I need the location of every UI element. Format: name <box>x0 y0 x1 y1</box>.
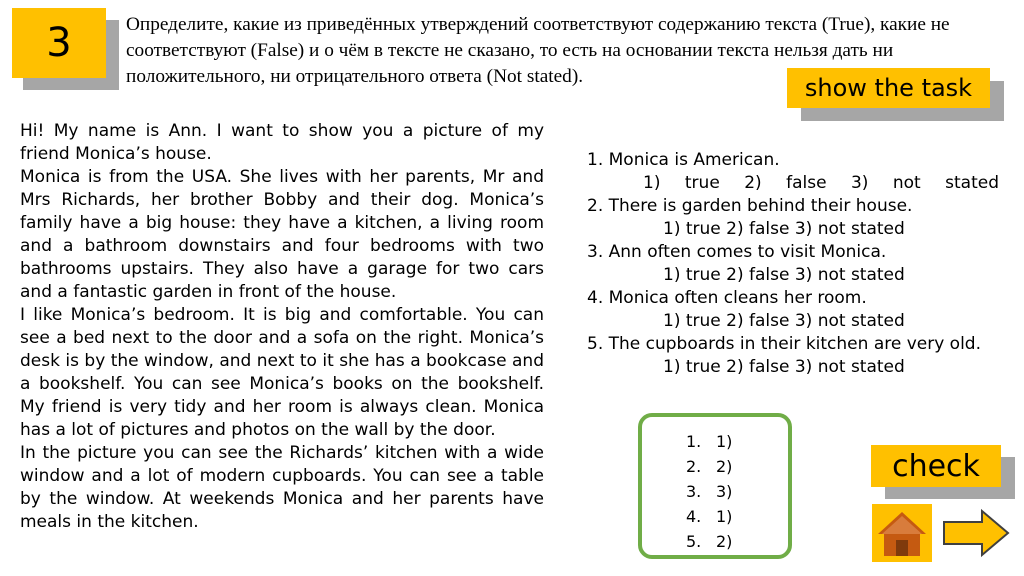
answer-number: 5. <box>686 532 702 551</box>
question-options[interactable]: 1) true 2) false 3) not stated <box>663 357 905 377</box>
question-text: 5. The cupboards in their kitchen are very old. <box>587 334 982 354</box>
question-options[interactable]: 1) true 2) false 3) not stated <box>643 173 999 193</box>
question-options[interactable]: 1) true 2) false 3) not stated <box>663 219 905 239</box>
answer-number: 4. <box>686 507 702 526</box>
answer-item <box>686 504 746 529</box>
answer-value: 1) <box>716 432 733 451</box>
slide-number: 3 <box>46 20 72 66</box>
answer-item <box>686 429 746 454</box>
answer-number: 3. <box>686 482 702 501</box>
answer-item <box>686 529 746 554</box>
answer-number: 1. <box>686 432 702 451</box>
home-button[interactable] <box>872 504 932 562</box>
show-task-button[interactable]: show the task <box>787 68 990 108</box>
answer-value: 2) <box>716 532 733 551</box>
answer-key-list <box>686 429 746 554</box>
check-button[interactable]: check <box>871 445 1001 487</box>
home-icon <box>872 504 932 562</box>
slide-number-badge <box>12 8 106 78</box>
story-paragraph: I like Monica’s bedroom. It is big and comfortable. You can see a bed next to the door and a sofa on the right. Monica’s desk is by the window, and next to it she has a bookcase and a bookshelf. You can see Monica’s books on the bookshelf. My friend is very tidy and her room is always clean. Monica has a lot of pictures and photos on the wall by the door. <box>20 305 544 440</box>
question-text: 4. Monica often cleans her room. <box>587 288 867 308</box>
next-slide-button[interactable] <box>942 508 1012 558</box>
question-options[interactable]: 1) true 2) false 3) not stated <box>663 265 905 285</box>
question-options[interactable]: 1) true 2) false 3) not stated <box>663 311 905 331</box>
question-text: 1. Monica is American. <box>587 150 780 170</box>
question-list <box>587 149 999 379</box>
answer-value: 1) <box>716 507 733 526</box>
story-paragraph: Monica is from the USA. She lives with her parents, Mr and Mrs Richards, her brother Bobby and their dog. Monica’s family have a big house: they have a kitchen, a living room and a bathroom downstairs and four bedrooms with two bathrooms upstairs. They also have a garage for two cars and a fantastic garden in front of the house. <box>20 167 544 302</box>
reading-text <box>20 120 544 534</box>
answer-number: 2. <box>686 457 702 476</box>
story-paragraph: In the picture you can see the Richards’ kitchen with a wide window and a lot of modern cupboards. You can see a table by the window. At weekends Monica and her parents have meals in the kitchen. <box>20 443 544 532</box>
answer-item <box>686 479 746 504</box>
arrow-right-icon <box>942 508 1012 558</box>
answer-item <box>686 454 746 479</box>
story-paragraph: Hi! My name is Ann. I want to show you a picture of my friend Monica’s house. <box>20 121 544 164</box>
answer-value: 3) <box>716 482 733 501</box>
answer-value: 2) <box>716 457 733 476</box>
question-text: 2. There is garden behind their house. <box>587 196 913 216</box>
question-text: 3. Ann often comes to visit Monica. <box>587 242 887 262</box>
task-instruction: Определите, какие из приведённых утверждений соответствуют содержанию текста (True), какие не соответствуют (False) и о чём в тексте не сказано, то есть на основании текста нельзя дать ни положительного, ни отрицательного ответа (Not stated). <box>126 14 950 87</box>
answer-key-panel <box>638 413 792 559</box>
